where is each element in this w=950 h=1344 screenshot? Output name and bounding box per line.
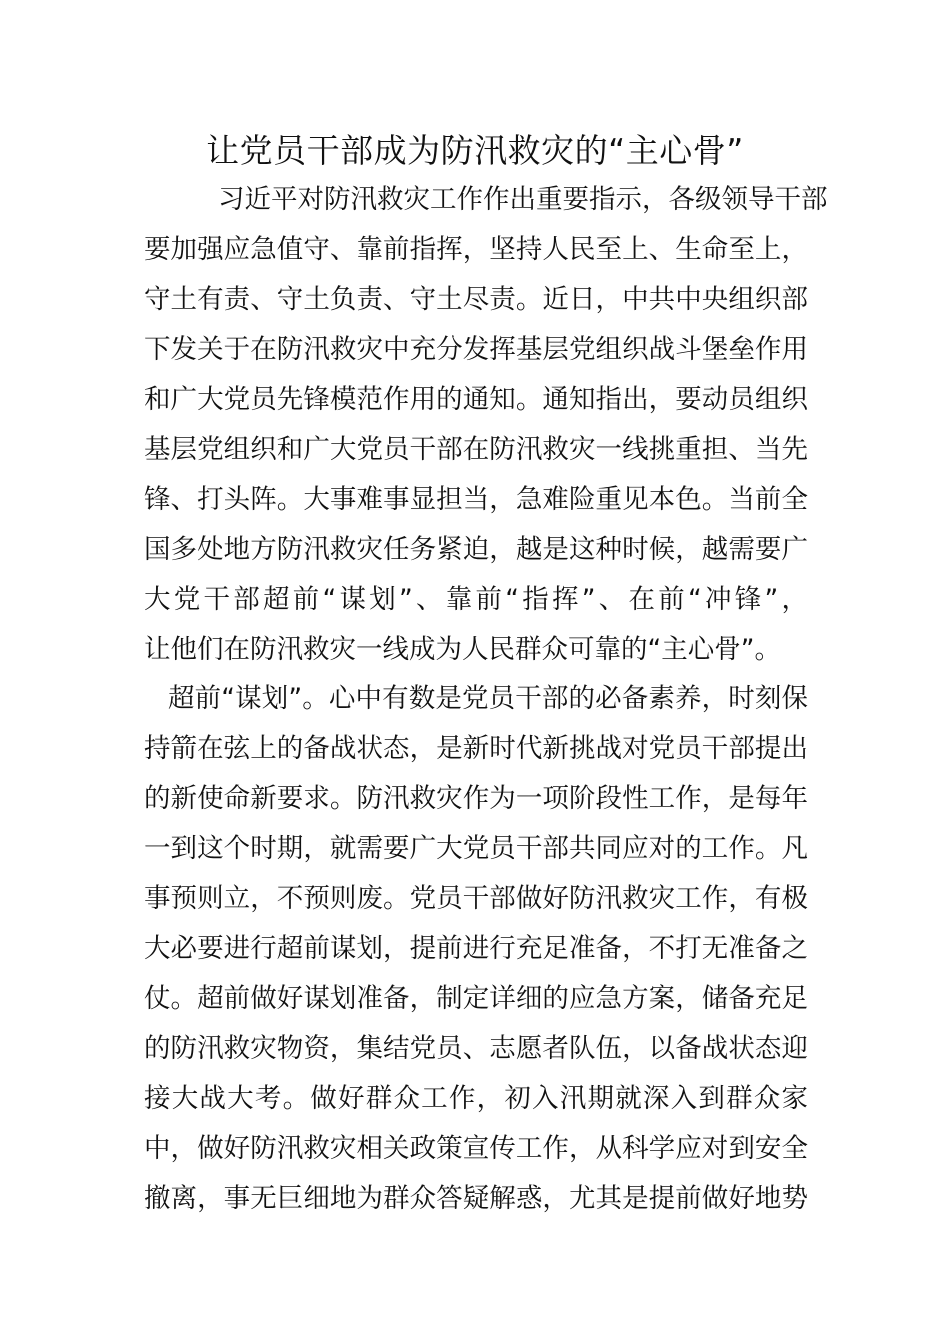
paragraph-line: 大党干部超前“谋划”、靠前“指挥”、在前“冲锋”，: [144, 584, 808, 615]
paragraph-line: 一到这个时期，就需要广大党员干部共同应对的工作。凡: [144, 833, 808, 864]
paragraph-line: 中，做好防汛救灾相关政策宣传工作，从科学应对到安全: [144, 1133, 808, 1164]
paragraph-line: 国多处地方防汛救灾任务紧迫，越是这种时候，越需要广: [144, 534, 808, 565]
paragraph-line: 守土有责、守土负责、守土尽责。近日，中共中央组织部: [144, 284, 808, 315]
paragraph-line: 持箭在弦上的备战状态，是新时代新挑战对党员干部提出: [144, 733, 808, 764]
paragraph-line: 和广大党员先锋模范作用的通知。通知指出，要动员组织: [144, 384, 808, 415]
paragraph-line: 仗。超前做好谋划准备，制定详细的应急方案，储备充足: [144, 983, 808, 1014]
paragraph-line: 接大战大考。做好群众工作，初入汛期就深入到群众家: [144, 1083, 808, 1114]
paragraph-line: 撤离，事无巨细地为群众答疑解惑，尤其是提前做好地势: [144, 1183, 808, 1214]
paragraph-line: 让他们在防汛救灾一线成为人民群众可靠的“主心骨”。: [144, 634, 781, 665]
paragraph-line: 习近平对防汛救灾工作作出重要指示，各级领导干部: [218, 184, 828, 215]
paragraph-line: 的防汛救灾物资，集结党员、志愿者队伍，以备战状态迎: [144, 1033, 808, 1064]
paragraph-line: 要加强应急值守、靠前指挥，坚持人民至上、生命至上，: [144, 234, 808, 265]
document-title: 让党员干部成为防汛救灾的“主心骨”: [206, 131, 744, 170]
paragraph-line: 超前“谋划”。心中有数是党员干部的必备素养，时刻保: [168, 683, 808, 714]
paragraph-line: 锋、打头阵。大事难事显担当，急难险重见本色。当前全: [144, 484, 808, 515]
paragraph-line: 大必要进行超前谋划，提前进行充足准备，不打无准备之: [144, 933, 808, 964]
paragraph-line: 的新使命新要求。防汛救灾作为一项阶段性工作，是每年: [144, 783, 808, 814]
paragraph-line: 下发关于在防汛救灾中充分发挥基层党组织战斗堡垒作用: [144, 334, 808, 365]
paragraph-line: 基层党组织和广大党员干部在防汛救灾一线挑重担、当先: [144, 434, 808, 465]
paragraph-line: 事预则立，不预则废。党员干部做好防汛救灾工作，有极: [144, 883, 808, 914]
